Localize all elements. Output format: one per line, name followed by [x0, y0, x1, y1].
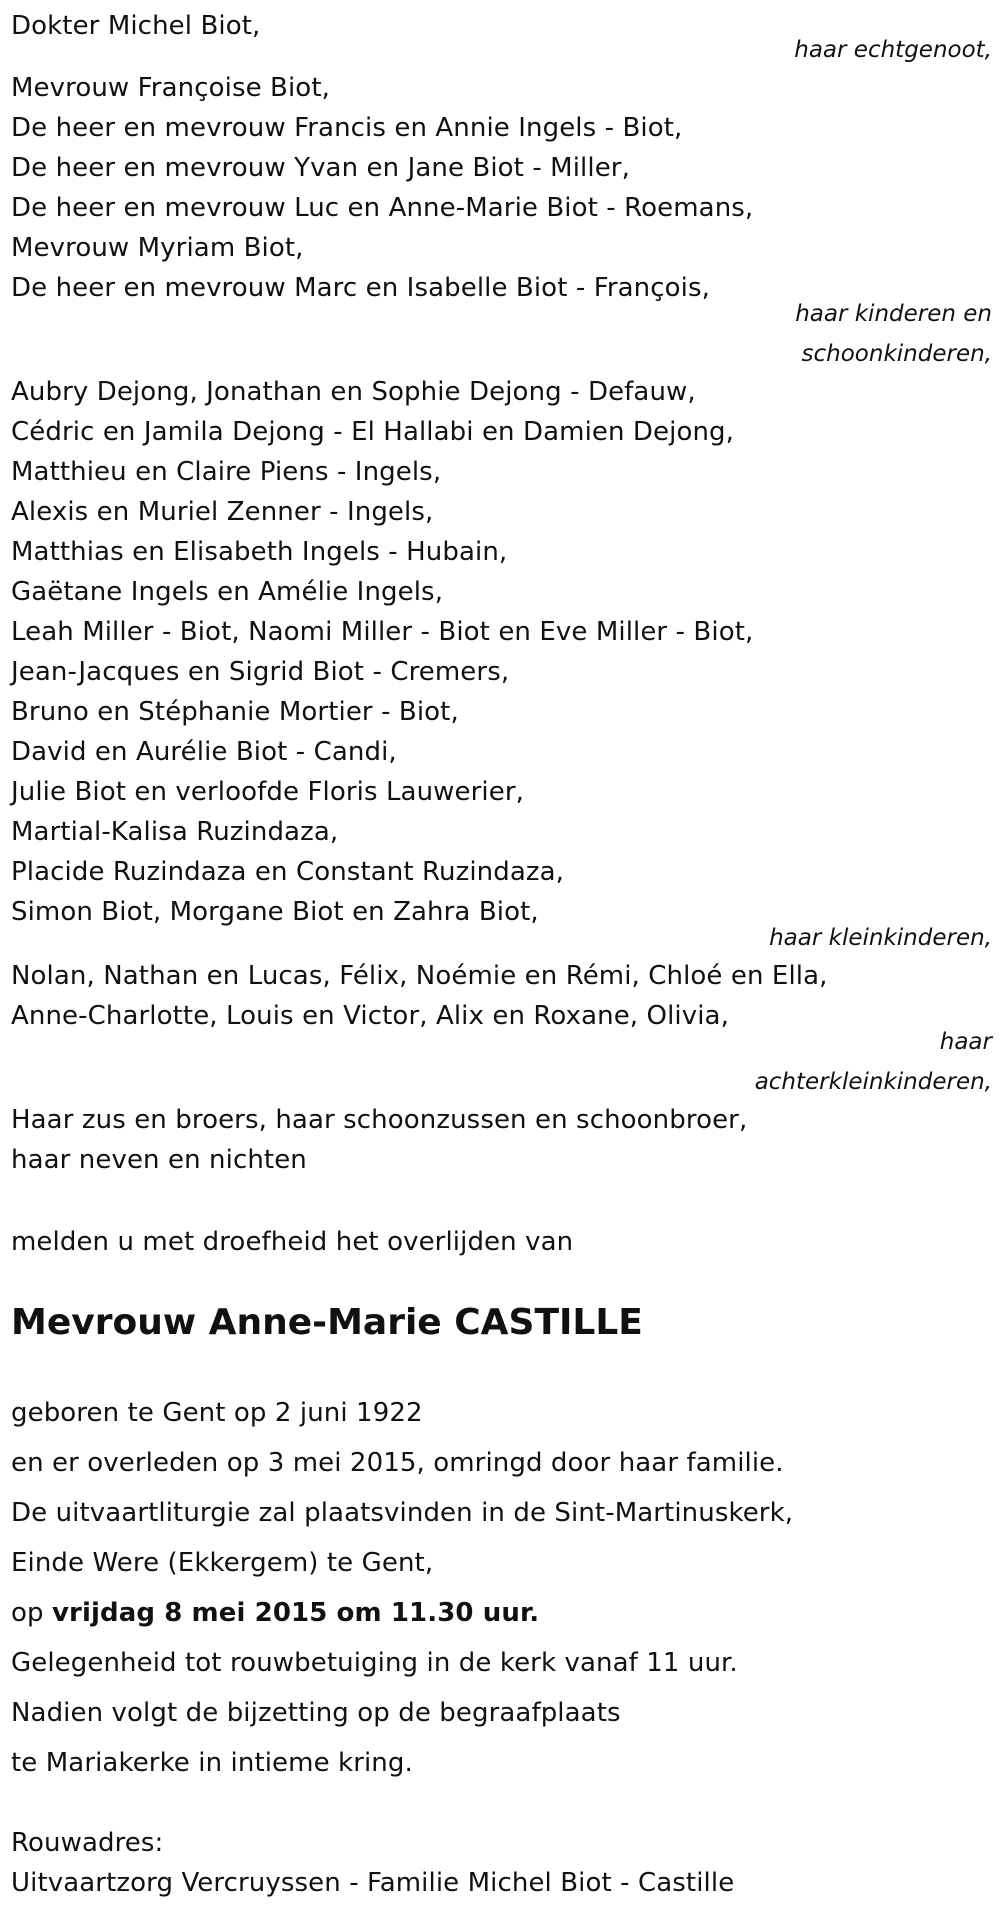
date-time: vrijdag 8 mei 2015 om 11.30 uur.	[52, 1598, 540, 1628]
grandchild-line: Alexis en Muriel Zenner - Ingels,	[11, 497, 434, 527]
grandchild-line: Gaëtane Ingels en Amélie Ingels,	[11, 577, 444, 607]
grandchild-line: Aubry Dejong, Jonathan en Sophie Dejong - Defauw,	[11, 377, 696, 407]
partner-role: haar echtgenoot,	[794, 37, 992, 63]
children-role-line1: haar kinderen en	[795, 301, 992, 327]
address-label: Rouwadres:	[11, 1828, 164, 1858]
grandchild-line: Martial-Kalisa Ruzindaza,	[11, 817, 339, 847]
grandchild-line: Julie Biot en verloofde Floris Lauwerier,	[11, 777, 524, 807]
child-line: De heer en mevrouw Francis en Annie Ingels - Biot,	[11, 113, 683, 143]
announcement-text: melden u met droefheid het overlijden van	[11, 1227, 574, 1257]
child-line: Mevrouw Françoise Biot,	[11, 73, 330, 103]
siblings-line1: Haar zus en broers, haar schoonzussen en schoonbroer,	[11, 1105, 748, 1135]
child-line: De heer en mevrouw Luc en Anne-Marie Biot - Roemans,	[11, 193, 754, 223]
child-line: De heer en mevrouw Marc en Isabelle Biot - François,	[11, 273, 710, 303]
grandchild-line: Placide Ruzindaza en Constant Ruzindaza,	[11, 857, 565, 887]
deceased-name: Mevrouw Anne-Marie CASTILLE	[11, 1302, 643, 1343]
location-line: Einde Were (Ekkergem) te Gent,	[11, 1548, 434, 1578]
burial-line1: Nadien volgt de bijzetting op de begraafplaats	[11, 1698, 621, 1728]
great-grandchild-line: Anne-Charlotte, Louis en Victor, Alix en Roxane, Olivia,	[11, 1001, 729, 1031]
date-prefix: op	[11, 1598, 44, 1628]
condolence-line: Gelegenheid tot rouwbetuiging in de kerk vanaf 11 uur.	[11, 1648, 738, 1678]
great-grandchildren-role-line1: haar	[939, 1029, 992, 1055]
grandchild-line: Leah Miller - Biot, Naomi Miller - Biot en Eve Miller - Biot,	[11, 617, 754, 647]
great-grandchildren-role-line2: achterkleinkinderen,	[754, 1069, 992, 1095]
great-grandchild-line: Nolan, Nathan en Lucas, Félix, Noémie en Rémi, Chloé en Ella,	[11, 961, 828, 991]
date-line	[11, 1593, 539, 1633]
children-role-line2: schoonkinderen,	[801, 341, 992, 367]
grandchildren-role: haar kleinkinderen,	[769, 925, 992, 951]
birth-line: geboren te Gent op 2 juni 1922	[11, 1398, 423, 1428]
grandchild-line: David en Aurélie Biot - Candi,	[11, 737, 397, 767]
liturgy-line: De uitvaartliturgie zal plaatsvinden in de Sint-Martinuskerk,	[11, 1498, 794, 1528]
burial-line2: te Mariakerke in intieme kring.	[11, 1748, 413, 1778]
grandchild-line: Jean-Jacques en Sigrid Biot - Cremers,	[11, 657, 510, 687]
partner-name: Dokter Michel Biot,	[11, 11, 261, 41]
address-value: Uitvaartzorg Vercruyssen - Familie Michel Biot - Castille	[11, 1868, 735, 1898]
grandchild-line: Matthias en Elisabeth Ingels - Hubain,	[11, 537, 508, 567]
siblings-line2: haar neven en nichten	[11, 1145, 307, 1175]
death-line: en er overleden op 3 mei 2015, omringd door haar familie.	[11, 1448, 784, 1478]
grandchild-line: Simon Biot, Morgane Biot en Zahra Biot,	[11, 897, 539, 927]
grandchild-line: Cédric en Jamila Dejong - El Hallabi en Damien Dejong,	[11, 417, 735, 447]
grandchild-line: Matthieu en Claire Piens - Ingels,	[11, 457, 442, 487]
child-line: Mevrouw Myriam Biot,	[11, 233, 304, 263]
grandchild-line: Bruno en Stéphanie Mortier - Biot,	[11, 697, 459, 727]
child-line: De heer en mevrouw Yvan en Jane Biot - Miller,	[11, 153, 630, 183]
